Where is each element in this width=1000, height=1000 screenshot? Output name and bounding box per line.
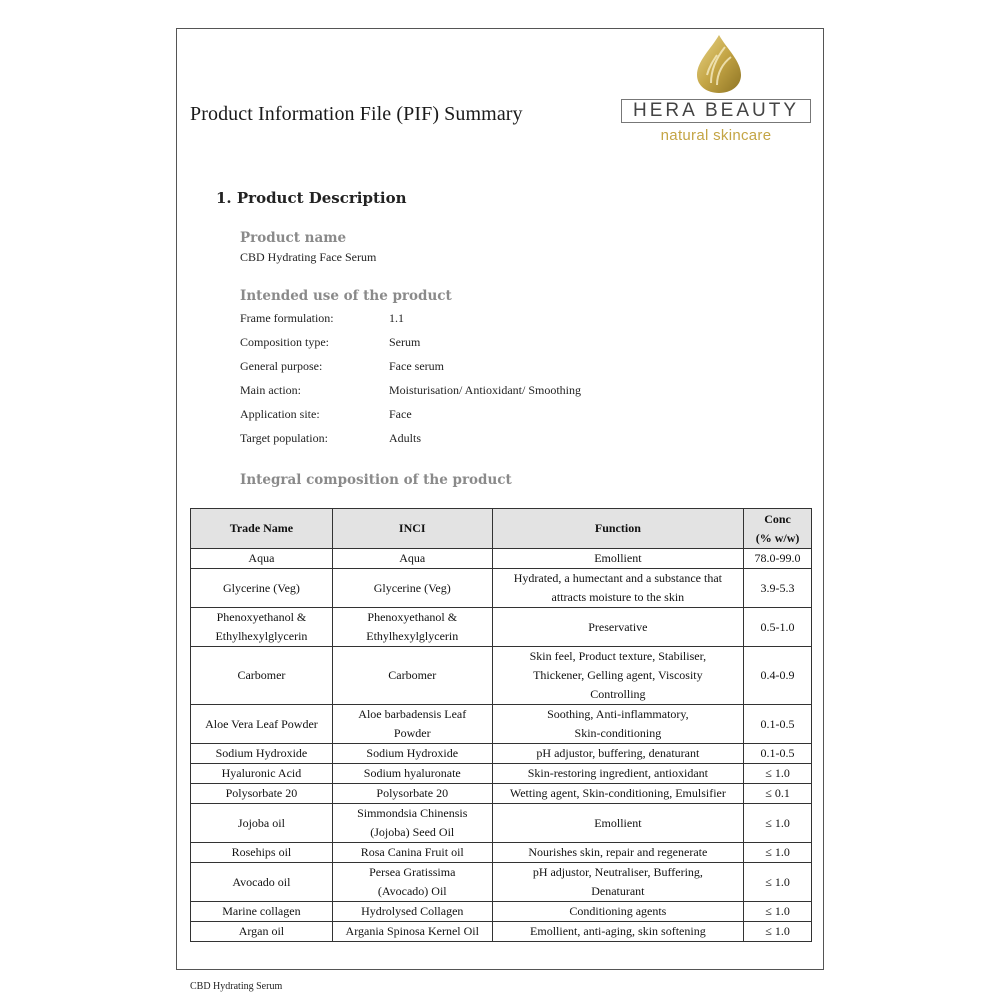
intended-use-label: Application site: <box>240 407 320 421</box>
cell-line: Persea Gratissima <box>369 865 456 879</box>
table-row <box>191 705 812 744</box>
table-row <box>191 902 812 922</box>
cell-line: Aqua <box>248 551 275 565</box>
header-conc <box>744 509 812 549</box>
cell-conc: ≤ 1.0 <box>744 804 812 843</box>
cell-line: (Jojoba) Seed Oil <box>370 825 455 839</box>
cell-line: Skin feel, Product texture, Stabiliser, <box>529 649 707 663</box>
cell-function <box>492 647 743 705</box>
cell-line: Hydrated, a humectant and a substance that <box>513 571 722 585</box>
cell-line: pH adjustor, Neutraliser, Buffering, <box>532 865 703 879</box>
intended-use-label: General purpose: <box>240 359 323 373</box>
cell-line: Soothing, Anti-inflammatory, <box>547 707 689 721</box>
intended-use-label: Composition type: <box>240 335 330 349</box>
cell-function <box>492 902 743 922</box>
cell-line: Jojoba oil <box>237 815 285 830</box>
cell-conc: ≤ 1.0 <box>744 843 812 863</box>
cell-line: Sodium Hydroxide <box>366 746 459 760</box>
composition-heading: Integral composition of the product <box>240 472 512 488</box>
cell-line: Glycerine (Veg) <box>373 580 451 595</box>
product-name-value: CBD Hydrating Face Serum <box>240 250 377 264</box>
intended-use-value: Adults <box>389 431 422 445</box>
cell-trade-name <box>191 764 333 784</box>
intended-use-value: Moisturisation/ Antioxidant/ Smoothing <box>389 383 582 397</box>
cell-line: Hydrolysed Collagen <box>361 904 464 918</box>
cell-conc: ≤ 1.0 <box>744 863 812 902</box>
cell-function <box>492 922 743 942</box>
table-row <box>191 549 812 569</box>
cell-inci <box>332 705 492 744</box>
cell-line: Skin-conditioning <box>574 726 662 740</box>
page-footer: CBD Hydrating Serum <box>190 981 283 992</box>
cell-function <box>492 843 743 863</box>
cell-line: Sodium hyaluronate <box>363 766 461 780</box>
cell-trade-name <box>191 843 333 863</box>
cell-trade-name <box>191 902 333 922</box>
cell-line: Simmondsia Chinensis <box>357 806 468 820</box>
intended-use-value: Serum <box>389 335 421 349</box>
header-inci: INCI <box>332 509 492 549</box>
cell-conc: ≤ 1.0 <box>744 902 812 922</box>
table-row <box>191 744 812 764</box>
cell-line: Emollient, anti-aging, skin softening <box>530 924 706 938</box>
cell-line: Sodium Hydroxide <box>215 746 308 760</box>
header-conc-line: Conc <box>764 511 791 526</box>
cell-line: Aloe barbadensis Leaf <box>358 707 467 721</box>
header-conc-line: (% w/w) <box>755 530 800 545</box>
cell-conc: 0.1-0.5 <box>744 744 812 764</box>
intended-use-label: Target population: <box>240 431 328 445</box>
table-row <box>191 804 812 843</box>
table-row <box>191 569 812 608</box>
header-function: Function <box>492 509 743 549</box>
cell-conc: ≤ 1.0 <box>744 764 812 784</box>
cell-inci <box>332 804 492 843</box>
cell-line: Powder <box>393 726 431 740</box>
cell-trade-name <box>191 569 333 608</box>
document-title: Product Information File (PIF) Summary <box>190 103 523 125</box>
header-trade-name: Trade Name <box>191 509 333 549</box>
cell-line: Nourishes skin, repair and regenerate <box>528 845 708 859</box>
cell-conc: ≤ 0.1 <box>744 784 812 804</box>
cell-line: Marine collagen <box>222 904 301 918</box>
cell-inci <box>332 843 492 863</box>
cell-line: Rosehips oil <box>231 845 292 859</box>
cell-function <box>492 784 743 804</box>
cell-inci <box>332 764 492 784</box>
cell-line: Aloe Vera Leaf Powder <box>205 716 318 731</box>
brand-logo <box>621 33 817 153</box>
cell-trade-name <box>191 804 333 843</box>
cell-line: Wetting agent, Skin-conditioning, Emulsifier <box>509 786 726 800</box>
cell-conc: 0.4-0.9 <box>744 647 812 705</box>
cell-line: Avocado oil <box>232 874 291 889</box>
cell-line: pH adjustor, buffering, denaturant <box>536 746 700 760</box>
cell-inci <box>332 744 492 764</box>
cell-line: Carbomer <box>388 668 437 682</box>
cell-line: Phenoxyethanol & <box>367 610 458 624</box>
cell-line: Conditioning agents <box>569 904 667 918</box>
cell-trade-name <box>191 608 333 647</box>
cell-line: Thickener, Gelling agent, Viscosity <box>533 668 703 682</box>
table-row <box>191 784 812 804</box>
cell-function <box>492 569 743 608</box>
document-page <box>176 28 824 970</box>
composition-table <box>190 508 812 942</box>
brand-tagline: natural skincare <box>660 127 772 144</box>
cell-function <box>492 549 743 569</box>
gold-leaf-drop-icon <box>687 33 751 95</box>
cell-line: Denaturant <box>591 884 645 898</box>
intended-use-value: 1.1 <box>389 311 404 325</box>
table-row <box>191 843 812 863</box>
cell-line: Argan oil <box>238 924 285 938</box>
cell-line: Polysorbate 20 <box>376 786 449 800</box>
cell-inci <box>332 647 492 705</box>
intended-use-label: Frame formulation: <box>240 311 334 325</box>
table-row <box>191 863 812 902</box>
intended-use-label: Main action: <box>240 383 301 397</box>
cell-line: Skin-restoring ingredient, antioxidant <box>527 766 709 780</box>
intended-use-value: Face serum <box>389 359 444 373</box>
cell-function <box>492 804 743 843</box>
cell-line: Ethylhexylglycerin <box>366 629 459 643</box>
cell-line: Controlling <box>590 687 646 701</box>
cell-inci <box>332 549 492 569</box>
cell-function <box>492 863 743 902</box>
cell-line: Rosa Canina Fruit oil <box>360 845 464 859</box>
table-row <box>191 922 812 942</box>
cell-line: Glycerine (Veg) <box>222 580 300 595</box>
cell-function <box>492 744 743 764</box>
brand-name: HERA BEAUTY <box>621 99 811 123</box>
cell-trade-name <box>191 922 333 942</box>
cell-function <box>492 705 743 744</box>
cell-line: Ethylhexylglycerin <box>215 629 308 643</box>
cell-inci <box>332 863 492 902</box>
cell-inci <box>332 922 492 942</box>
table-header-row <box>191 509 812 549</box>
cell-conc: 0.1-0.5 <box>744 705 812 744</box>
cell-trade-name <box>191 744 333 764</box>
cell-line: Preservative <box>588 619 648 634</box>
cell-trade-name <box>191 647 333 705</box>
product-name-heading: Product name <box>240 230 347 246</box>
cell-conc: ≤ 1.0 <box>744 922 812 942</box>
table-row <box>191 647 812 705</box>
cell-trade-name <box>191 863 333 902</box>
table-row <box>191 608 812 647</box>
cell-conc: 3.9-5.3 <box>744 569 812 608</box>
cell-line: Emollient <box>594 551 642 565</box>
cell-line: Aqua <box>399 551 426 565</box>
cell-line: Emollient <box>594 815 642 830</box>
cell-conc: 0.5-1.0 <box>744 608 812 647</box>
cell-line: Carbomer <box>237 668 286 682</box>
table-row <box>191 764 812 784</box>
cell-function <box>492 764 743 784</box>
cell-trade-name <box>191 705 333 744</box>
cell-line: Phenoxyethanol & <box>216 610 307 624</box>
cell-line: attracts moisture to the skin <box>551 590 685 604</box>
intended-use-heading: Intended use of the product <box>240 288 452 304</box>
section-heading: 1. Product Description <box>216 189 407 207</box>
cell-line: (Avocado) Oil <box>377 884 447 898</box>
cell-inci <box>332 569 492 608</box>
intended-use-value: Face <box>389 407 412 421</box>
cell-inci <box>332 902 492 922</box>
cell-function <box>492 608 743 647</box>
cell-inci <box>332 784 492 804</box>
cell-line: Hyaluronic Acid <box>221 766 302 780</box>
cell-line: Argania Spinosa Kernel Oil <box>345 924 479 938</box>
cell-conc: 78.0-99.0 <box>744 549 812 569</box>
cell-inci <box>332 608 492 647</box>
cell-trade-name <box>191 784 333 804</box>
cell-trade-name <box>191 549 333 569</box>
cell-line: Polysorbate 20 <box>225 786 298 800</box>
